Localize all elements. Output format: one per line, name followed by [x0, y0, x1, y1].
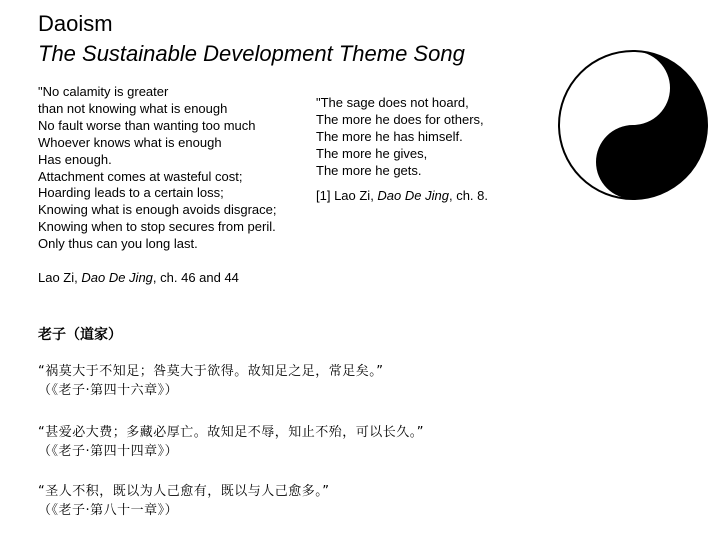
chinese-quote-text: “甚爱必大费；多藏必厚亡。故知足不辱，知止不殆，可以长久。”: [38, 425, 424, 440]
source-suffix: , ch. 8.: [448, 188, 488, 203]
right-quote-line: The more he has himself.: [316, 129, 463, 144]
right-quote-line: The more he gets.: [316, 163, 422, 178]
source-book-title: Dao De Jing: [377, 188, 449, 203]
page-subtitle: The Sustainable Development Theme Song: [38, 41, 465, 66]
source-book-title: Dao De Jing: [81, 270, 153, 285]
yin-yang-icon: [557, 49, 709, 201]
left-quote-line: Attachment comes at wasteful cost;: [38, 168, 243, 184]
left-quote-line: Hoarding leads to a certain loss;: [38, 185, 224, 201]
source-suffix: , ch. 46 and 44: [152, 270, 239, 285]
left-quote-line: Whoever knows what is enough: [38, 134, 222, 150]
source-prefix: [1] Lao Zi,: [316, 188, 378, 203]
left-quote: [38, 84, 276, 253]
source-prefix: Lao Zi,: [38, 270, 82, 285]
left-quote-source: [38, 270, 239, 285]
chinese-quote-text: “祸莫大于不知足；咎莫大于欲得。故知足之足，常足矣。”: [38, 364, 384, 379]
right-quote-source: [316, 188, 488, 203]
left-quote-line: Only thus can you long last.: [38, 236, 198, 252]
chinese-quote-ref: （《老子·第八十一章》）: [38, 503, 179, 518]
left-quote-line: Knowing what is enough avoids disgrace;: [38, 202, 277, 218]
chinese-quote-ref: （《老子·第四十四章》）: [38, 444, 179, 459]
right-quote-line: The more he does for others,: [316, 112, 484, 127]
chinese-quote-2: [38, 423, 424, 461]
left-quote-line: No fault worse than wanting too much: [38, 117, 256, 133]
right-quote: [316, 94, 484, 179]
right-quote-line: "The sage does not hoard,: [316, 95, 469, 110]
chinese-quote-ref: （《老子·第四十六章》）: [38, 383, 179, 398]
left-quote-line: Has enough.: [38, 151, 112, 167]
chinese-quote-3: [38, 482, 329, 520]
left-quote-line: "No calamity is greater: [38, 84, 169, 99]
left-quote-line: than not knowing what is enough: [38, 100, 228, 116]
chinese-heading: 老子（道家）: [38, 327, 122, 343]
chinese-quote-text: “圣人不积，既以为人己愈有，既以与人己愈多。”: [38, 484, 330, 499]
left-quote-line: Knowing when to stop secures from peril.: [38, 219, 276, 235]
page-title: Daoism: [38, 11, 113, 36]
chinese-quote-1: [38, 362, 383, 400]
right-quote-line: The more he gives,: [316, 146, 428, 161]
